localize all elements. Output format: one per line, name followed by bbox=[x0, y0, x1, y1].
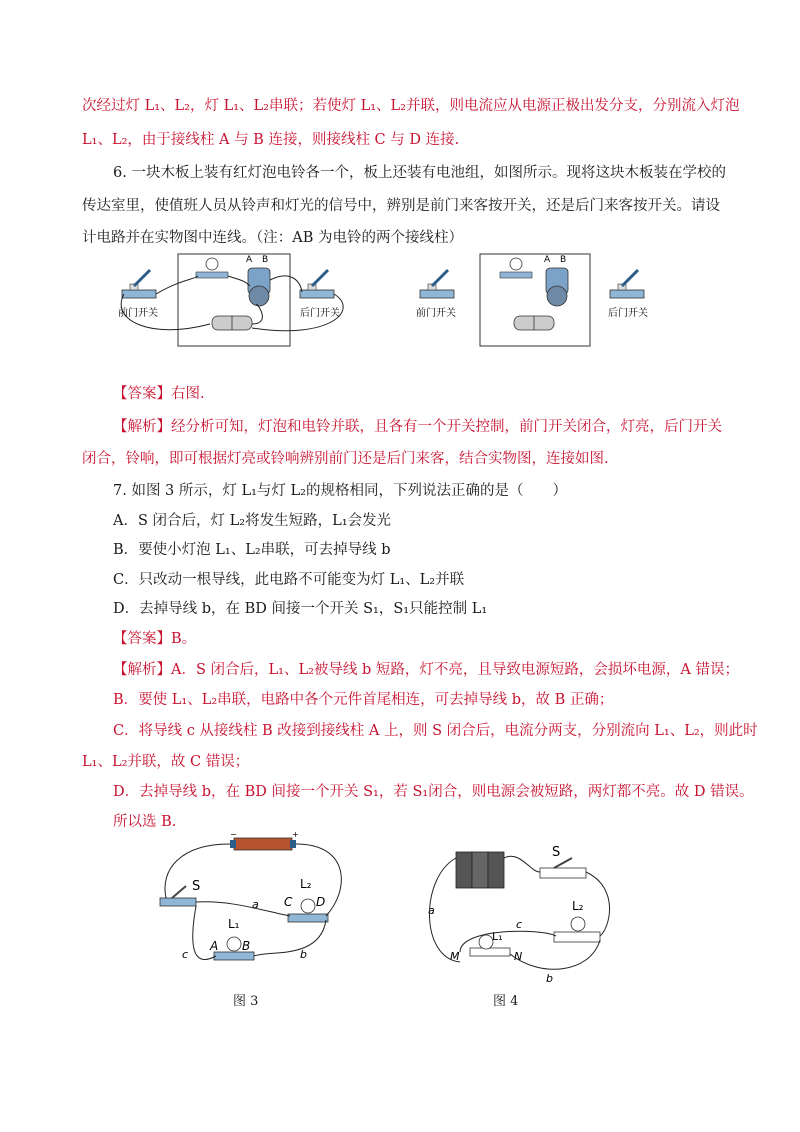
svg-text:−: − bbox=[230, 830, 237, 839]
back-switch-left bbox=[300, 270, 334, 298]
label-N: N bbox=[514, 950, 523, 963]
option-C: C．只改动一根导线，此电路不可能变为灯 L₁、L₂并联 bbox=[113, 572, 465, 588]
explanation-6-line: 闭合，铃响，即可根据灯亮或铃响辨别前门还是后门来客，结合实物图，连接如图. bbox=[82, 451, 609, 467]
terminal-B-label: B bbox=[560, 255, 567, 265]
figure-3-caption: 图 3 bbox=[233, 994, 259, 1009]
lamp-right bbox=[500, 258, 532, 278]
front-switch-label: 前门开关 bbox=[118, 308, 158, 319]
svg-text:+: + bbox=[292, 830, 299, 839]
explanation-7-line: C．将导线 c 从接线柱 B 改接到接线柱 A 上，则 S 闭合后，电流分两支，分别流向 L₁、L₂，则此时 bbox=[113, 723, 758, 739]
wire bbox=[586, 872, 610, 936]
bell-left bbox=[248, 268, 270, 306]
lamp-L1 bbox=[470, 935, 510, 956]
wire-b bbox=[254, 920, 326, 956]
wooden-board bbox=[178, 254, 290, 346]
label-S: S bbox=[552, 845, 561, 860]
wire-a bbox=[196, 902, 290, 916]
terminal-A-label: A bbox=[246, 255, 253, 265]
explanation-7-line: B．要使 L₁、L₂串联，电路中各个元件首尾相连，可去掉导线 b，故 B 正确； bbox=[113, 692, 614, 708]
front-switch-right bbox=[420, 270, 454, 298]
label-S: S bbox=[192, 879, 201, 894]
lamp-left bbox=[196, 258, 228, 278]
wire bbox=[228, 276, 250, 286]
label-D: D bbox=[316, 895, 326, 909]
question-7-stem: 7. 如图 3 所示，灯 L₁与灯 L₂的规格相同，下列说法正确的是（ ） bbox=[113, 483, 567, 499]
label-C: C bbox=[284, 895, 293, 909]
label-M: M bbox=[450, 950, 460, 963]
text-line: 次经过灯 L₁、L₂，灯 L₁、L₂串联；若使灯 L₁、L₂并联，则电流应从电源正极出发分支，分别流入灯泡 bbox=[82, 98, 740, 114]
back-switch-right bbox=[610, 270, 644, 298]
option-D: D．去掉导线 b，在 BD 间接一个开关 S₁，S₁只能控制 L₁ bbox=[113, 601, 488, 617]
label-b: b bbox=[300, 948, 307, 961]
battery-right bbox=[514, 316, 554, 330]
wire bbox=[252, 304, 262, 324]
terminal-B-label: B bbox=[262, 255, 269, 265]
wire bbox=[156, 276, 198, 294]
label-L2: L₂ bbox=[300, 877, 312, 891]
answer-7: 【答案】B。 bbox=[113, 631, 197, 647]
wire bbox=[270, 276, 302, 292]
question-6-line: 传达室里，使值班人员从铃声和灯光的信号中，辨别是前门来客按开关，还是后门来客按开关。请设 bbox=[82, 198, 720, 214]
explanation-7-line: 所以选 B. bbox=[113, 814, 177, 830]
explanation-7-line: 【解析】A．S 闭合后，L₁、L₂被导线 b 短路，灯不亮，且导致电源短路，会损坏电源，A 错误； bbox=[113, 662, 739, 678]
question-6-line: 6. 一块木板上装有红灯泡电铃各一个，板上还装有电池组，如图所示。现将这块木板装在学校的 bbox=[113, 165, 726, 181]
label-L1: L₁ bbox=[228, 917, 240, 931]
label-B: B bbox=[242, 939, 251, 953]
label-A: A bbox=[210, 939, 219, 953]
label-b: b bbox=[546, 972, 553, 984]
option-B: B．要使小灯泡 L₁、L₂串联，可去掉导线 b bbox=[113, 542, 391, 558]
text-line: L₁、L₂，由于接线柱 A 与 B 连接，则接线柱 C 与 D 连接. bbox=[82, 132, 460, 148]
wire bbox=[504, 856, 540, 872]
front-switch-left bbox=[122, 270, 156, 298]
wire-b bbox=[510, 940, 600, 969]
figure-4-caption: 图 4 bbox=[493, 994, 519, 1009]
bell-right bbox=[546, 268, 568, 306]
lamp-L2 bbox=[554, 917, 600, 942]
label-a: a bbox=[428, 904, 435, 917]
option-A: A．S 闭合后，灯 L₂将发生短路，L₁会发光 bbox=[113, 513, 392, 529]
terminal-A-label: A bbox=[544, 255, 551, 265]
answer-6: 【答案】右图. bbox=[113, 386, 205, 402]
figure-4-circuit bbox=[420, 838, 630, 984]
question-6-line: 计电路并在实物图中连线。（注：AB 为电铃的两个接线柱） bbox=[82, 230, 463, 246]
label-c: c bbox=[516, 918, 523, 931]
label-L1: L₁ bbox=[492, 930, 503, 943]
back-switch-label: 后门开关 bbox=[608, 308, 648, 319]
battery-left bbox=[212, 316, 252, 330]
back-switch-label: 后门开关 bbox=[300, 308, 340, 319]
battery-pack bbox=[456, 852, 504, 888]
question-6-figure bbox=[110, 250, 710, 350]
label-L2: L₂ bbox=[572, 899, 584, 913]
front-switch-label: 前门开关 bbox=[416, 308, 456, 319]
wooden-board bbox=[480, 254, 590, 346]
explanation-7-line: L₁、L₂并联，故 C 错误； bbox=[82, 754, 250, 770]
figure-3-circuit bbox=[150, 830, 360, 980]
label-c: c bbox=[182, 948, 189, 961]
switch-S bbox=[540, 858, 586, 878]
label-a: a bbox=[252, 898, 259, 911]
explanation-7-line: D．去掉导线 b，在 BD 间接一个开关 S₁，若 S₁闭合，则电源会被短路，两灯都不亮。故 D 错误。 bbox=[113, 784, 754, 800]
explanation-6-line: 【解析】经分析可知，灯泡和电铃并联，且各有一个开关控制，前门开关闭合，灯亮，后门开关 bbox=[113, 419, 722, 435]
battery bbox=[230, 830, 299, 850]
